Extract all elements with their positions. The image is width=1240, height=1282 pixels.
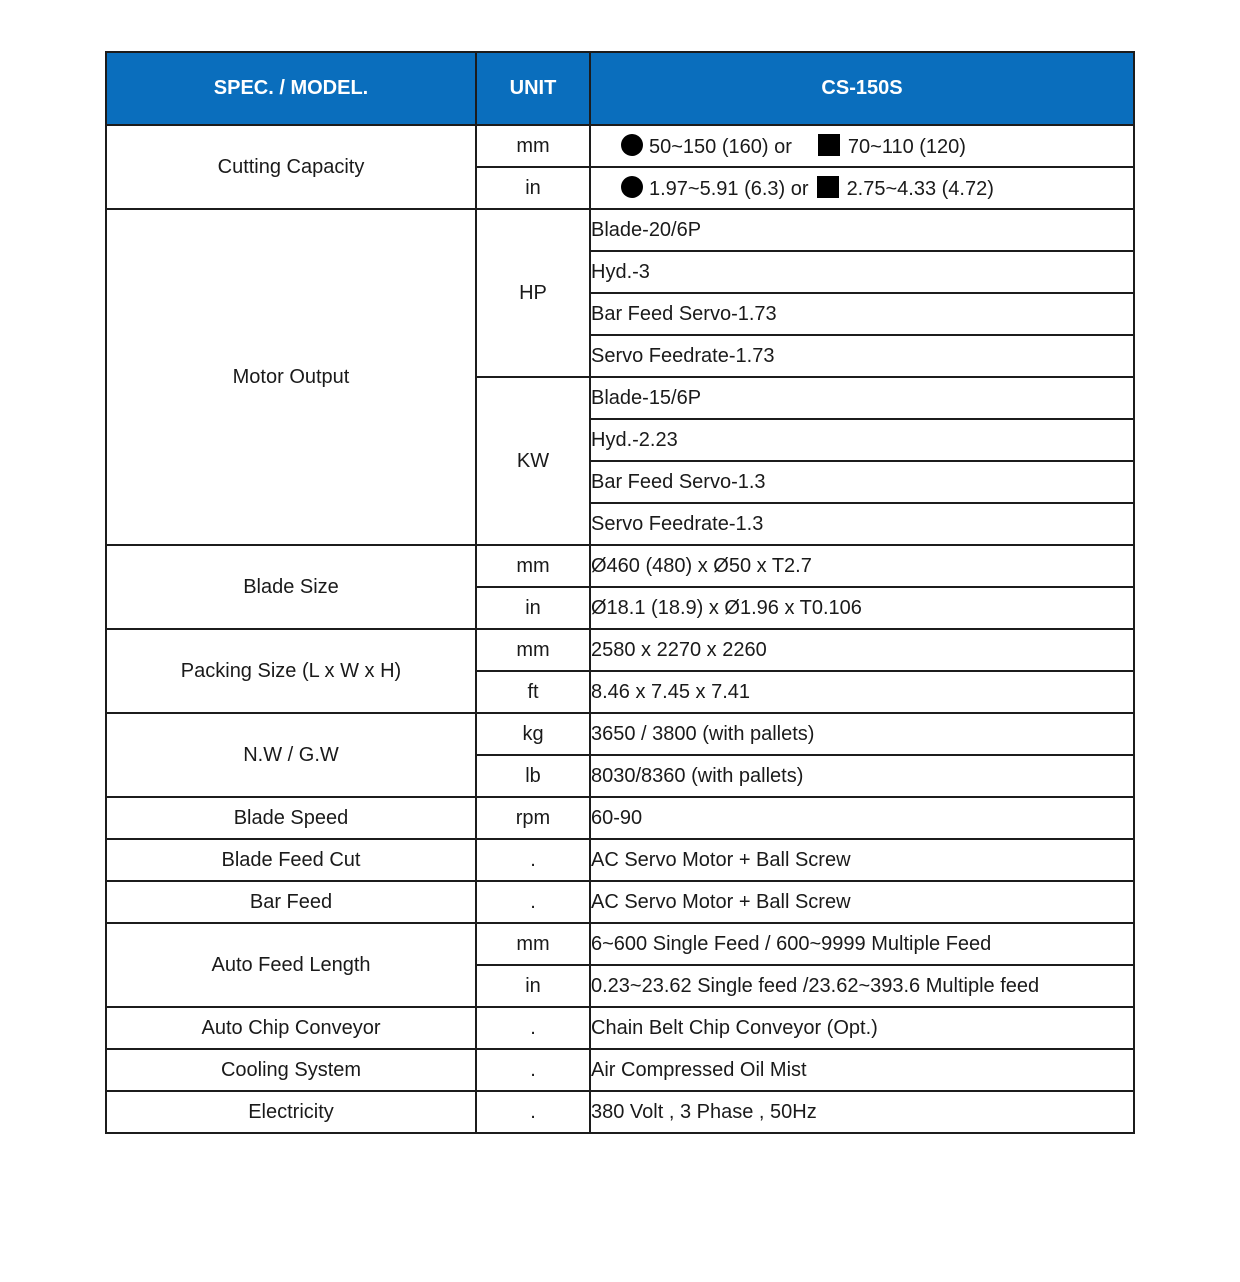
square-bar-icon [817,176,839,198]
spec-auto-chip-conveyor: Auto Chip Conveyor [106,1007,476,1049]
table-row [106,797,1134,839]
table-row [106,881,1134,923]
value-cell: Bar Feed Servo-1.3 [590,461,1134,503]
table-row [106,545,1134,587]
spec-weight: N.W / G.W [106,713,476,797]
value-cell: AC Servo Motor + Ball Screw [590,881,1134,923]
value-cell [590,125,1134,167]
unit-cell: . [476,1049,590,1091]
unit-cell: kg [476,713,590,755]
spec-blade-size: Blade Size [106,545,476,629]
unit-cell: ft [476,671,590,713]
unit-cell: in [476,587,590,629]
round-capacity-in: 1.97~5.91 (6.3) or [649,177,809,200]
unit-cell: . [476,1007,590,1049]
table-row [106,1049,1134,1091]
unit-cell: . [476,881,590,923]
spec-blade-feed-cut: Blade Feed Cut [106,839,476,881]
table-row [106,839,1134,881]
spec-motor-output: Motor Output [106,209,476,545]
table-row [106,923,1134,965]
unit-cell: in [476,167,590,209]
spec-electricity: Electricity [106,1091,476,1133]
unit-cell: rpm [476,797,590,839]
table-row [106,629,1134,671]
table-row [106,209,1134,251]
round-bar-icon [621,134,643,156]
value-cell: 8.46 x 7.45 x 7.41 [590,671,1134,713]
table-row [106,1091,1134,1133]
unit-cell: mm [476,125,590,167]
unit-cell: in [476,965,590,1007]
unit-cell: . [476,839,590,881]
value-cell: Servo Feedrate-1.73 [590,335,1134,377]
square-bar-icon [818,134,840,156]
round-capacity-mm: 50~150 (160) or [649,135,792,158]
spec-packing-size: Packing Size (L x W x H) [106,629,476,713]
value-cell: Air Compressed Oil Mist [590,1049,1134,1091]
value-cell: Servo Feedrate-1.3 [590,503,1134,545]
table-row [106,125,1134,167]
value-cell: 380 Volt , 3 Phase , 50Hz [590,1091,1134,1133]
unit-cell: HP [476,209,590,377]
value-cell: Blade-20/6P [590,209,1134,251]
square-capacity-mm: 70~110 (120) [847,135,966,158]
header-row [106,52,1134,125]
value-cell: Hyd.-2.23 [590,419,1134,461]
unit-cell: KW [476,377,590,545]
table-row [106,1007,1134,1049]
unit-cell: lb [476,755,590,797]
unit-cell: . [476,1091,590,1133]
table-row [106,713,1134,755]
value-cell: Ø460 (480) x Ø50 x T2.7 [590,545,1134,587]
spec-bar-feed: Bar Feed [106,881,476,923]
value-cell: Chain Belt Chip Conveyor (Opt.) [590,1007,1134,1049]
value-cell: Bar Feed Servo-1.73 [590,293,1134,335]
spec-blade-speed: Blade Speed [106,797,476,839]
spec-cooling-system: Cooling System [106,1049,476,1091]
header-model: CS-150S [590,52,1134,125]
value-cell: Blade-15/6P [590,377,1134,419]
value-cell: 8030/8360 (with pallets) [590,755,1134,797]
header-unit: UNIT [476,52,590,125]
value-cell [590,167,1134,209]
unit-cell: mm [476,923,590,965]
value-cell: 0.23~23.62 Single feed /23.62~393.6 Multiple feed [590,965,1134,1007]
unit-cell: mm [476,629,590,671]
square-capacity-in: 2.75~4.33 (4.72) [846,177,994,200]
spec-cutting-capacity: Cutting Capacity [106,125,476,209]
value-cell: 60-90 [590,797,1134,839]
value-cell: 6~600 Single Feed / 600~9999 Multiple Feed [590,923,1134,965]
unit-cell: mm [476,545,590,587]
value-cell: 3650 / 3800 (with pallets) [590,713,1134,755]
spec-table [105,51,1135,1134]
value-cell: AC Servo Motor + Ball Screw [590,839,1134,881]
header-spec: SPEC. / MODEL. [106,52,476,125]
value-cell: 2580 x 2270 x 2260 [590,629,1134,671]
spec-auto-feed-length: Auto Feed Length [106,923,476,1007]
round-bar-icon [621,176,643,198]
value-cell: Hyd.-3 [590,251,1134,293]
value-cell: Ø18.1 (18.9) x Ø1.96 x T0.106 [590,587,1134,629]
